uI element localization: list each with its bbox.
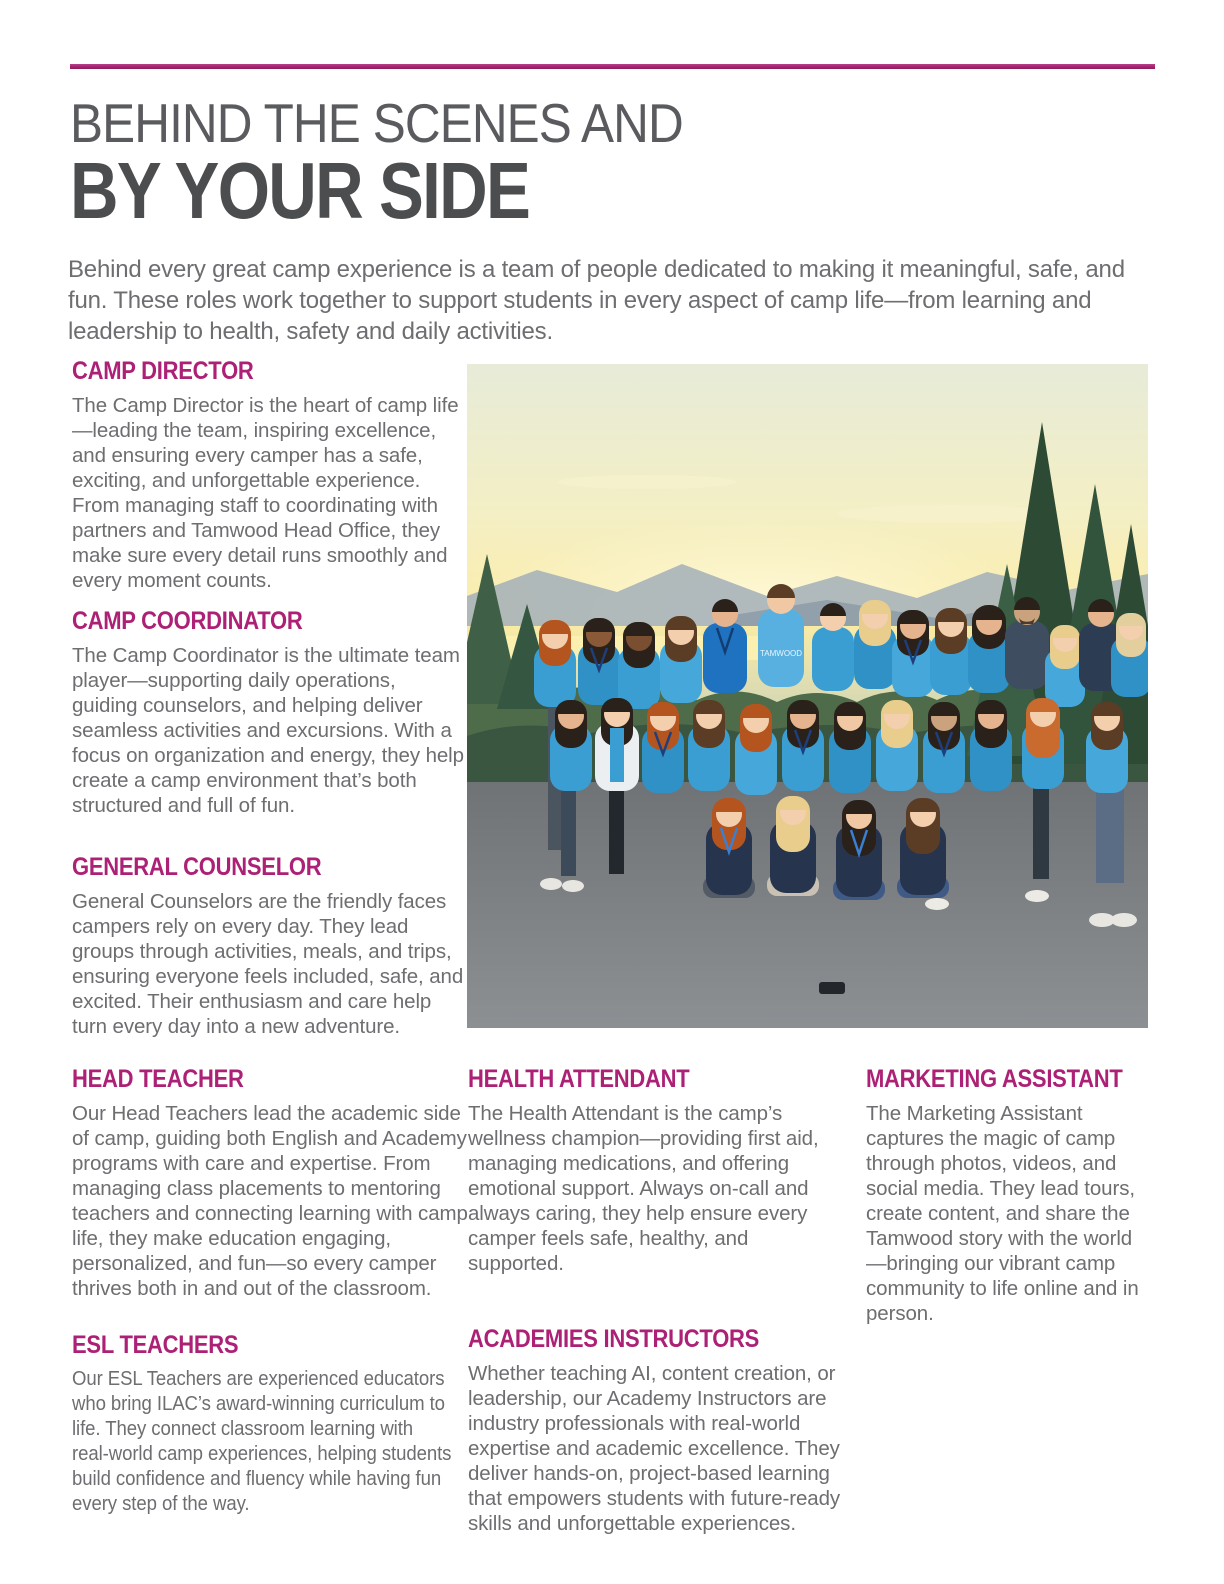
section-camp-coordinator <box>72 608 464 818</box>
general-counselor-body: General Counselors are the friendly faces campers rely on every day. They lead groups through activities, meals, and trips, ensuring everyone feels included, safe, and excited. Their enthusiasm and care help turn every day into a new adventure. <box>72 890 464 1038</box>
camp-director-body: The Camp Director is the heart of camp life—leading the team, inspiring excellence, and ensuring every camper has a safe, exciting, and unforgettable experience. From managing staff to coordinating with partners and Tamwood Head Office, they make sure every detail runs smoothly and every moment counts. <box>72 394 459 592</box>
marketing-assistant-body: The Marketing Assistant captures the magic of camp through photos, videos, and social media. They lead tours, create content, and share the Tamwood story with the world—bringing our vibrant camp community to life online and in person. <box>866 1102 1139 1325</box>
academies-instructors-body: Whether teaching AI, content creation, or leadership, our Academy Instructors are industry professionals with real-world expertise and academic excellence. They deliver hands-on, project-based learning that empowers students with future-ready skills and unforgettable experiences. <box>468 1362 841 1535</box>
page-title-line1: BEHIND THE SCENES AND <box>70 92 683 154</box>
esl-teachers-body: Our ESL Teachers are experienced educators who bring ILAC’s award-winning curriculum to life. They connect classroom learning with real-world camp experiences, helping students build confidence and fluency while having fun every step of the way. <box>72 1368 452 1515</box>
health-attendant-heading: HEALTH ATTENDANT <box>468 1065 690 1093</box>
section-head-teacher <box>72 1066 470 1301</box>
health-attendant-body: The Health Attendant is the camp’s wellness champion—providing first aid, managing medications, and offering emotional support. Always on-call and always caring, they help ensure every camper feels safe, healthy, and supported. <box>468 1102 819 1275</box>
head-teacher-heading: HEAD TEACHER <box>72 1065 244 1093</box>
section-marketing-assistant <box>866 1066 1142 1326</box>
camp-director-heading: CAMP DIRECTOR <box>72 357 254 385</box>
camp-coordinator-heading: CAMP COORDINATOR <box>72 607 303 635</box>
shirt-label: TAMWOOD <box>759 649 803 658</box>
cloud <box>837 505 1057 523</box>
camp-staff-group-photo <box>467 364 1148 1028</box>
page-title-line2: BY YOUR SIDE <box>70 146 530 235</box>
top-accent-rule <box>70 64 1155 69</box>
section-camp-director <box>72 358 464 593</box>
section-esl-teachers <box>72 1332 452 1517</box>
marketing-assistant-heading: MARKETING ASSISTANT <box>866 1065 1123 1093</box>
section-health-attendant <box>468 1066 846 1276</box>
section-general-counselor <box>72 854 464 1039</box>
head-teacher-body: Our Head Teachers lead the academic side of camp, guiding both English and Academy programs with care and expertise. From managing class placements to mentoring teachers and connecting learning with camp life, they make education engaging, personalized, and fun—so every camper thrives both in and out of the classroom. <box>72 1102 468 1300</box>
cloud <box>557 475 737 489</box>
intro-paragraph: Behind every great camp experience is a team of people dedicated to making it meaningful, safe, and fun. These roles work together to support students in every aspect of camp life—from learning and leadership to health, safety and daily activities. <box>68 256 1125 345</box>
esl-teachers-heading: ESL TEACHERS <box>72 1331 239 1359</box>
section-academies-instructors <box>468 1326 850 1536</box>
academies-instructors-heading: ACADEMIES INSTRUCTORS <box>468 1325 760 1353</box>
general-counselor-heading: GENERAL COUNSELOR <box>72 853 322 881</box>
camp-coordinator-body: The Camp Coordinator is the ultimate team player—supporting daily operations, guiding counselors, and helping deliver seamless activities and excursions. With a focus on organization and energy, they help create a camp environment that’s both structured and full of fun. <box>72 644 464 817</box>
